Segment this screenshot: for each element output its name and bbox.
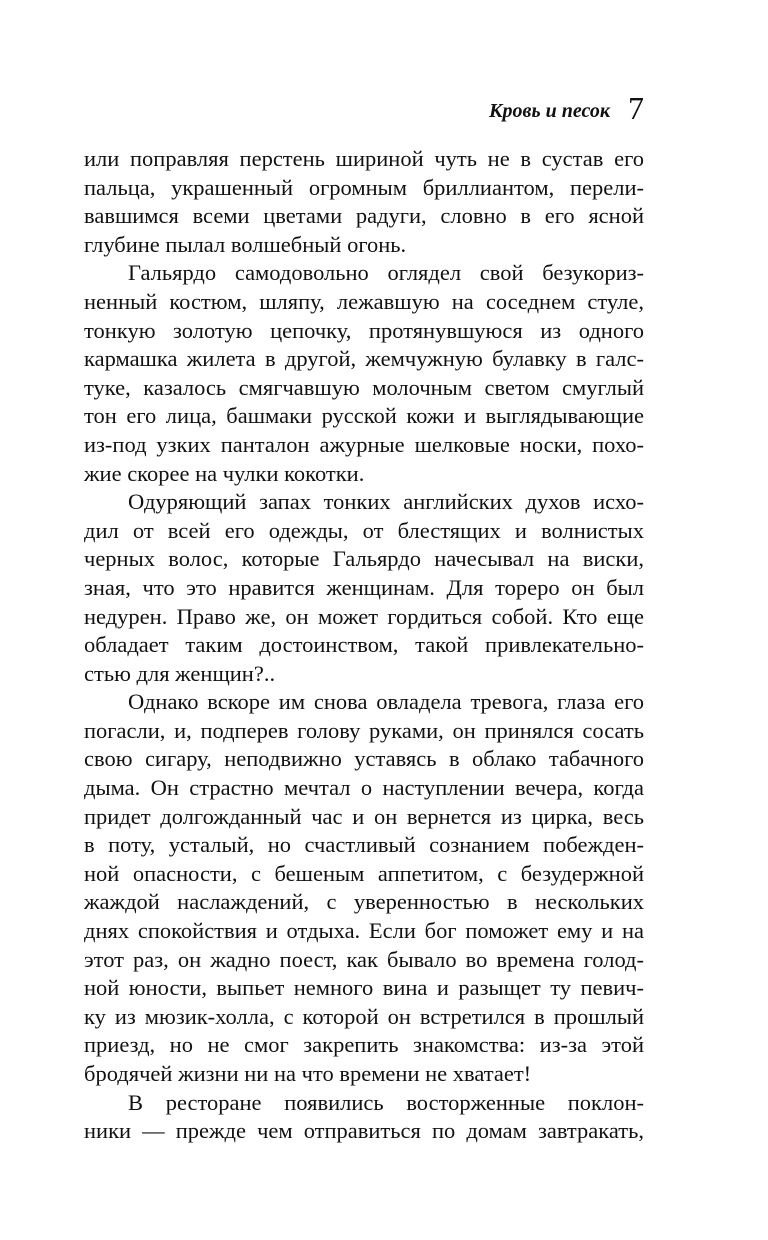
- text-line: днях спокойствия и отдыха. Если бог поможет ему и на: [84, 918, 644, 944]
- text-line: жаждой наслаждений, с уверенностью в нескольких: [84, 889, 644, 915]
- text-line: погасли, и, подперев голову руками, он принялся сосать: [84, 717, 644, 743]
- text-line: этот раз, он жадно поест, как бывало во времена голод-: [84, 946, 644, 972]
- paragraph: [84, 688, 644, 1088]
- text-line: ной опасности, с бешеным аппетитом, с безудержной: [84, 860, 644, 886]
- paragraph: [84, 145, 644, 259]
- text-line: приезд, но не смог закрепить знакомства: из-за этой: [84, 1032, 644, 1058]
- text-line: свою сигару, неподвижно уставясь в облако табачного: [84, 746, 644, 772]
- text-line: стью для женщин?..: [84, 660, 276, 686]
- text-line: ной юности, выпьет немного вина и разыщет ту певич-: [84, 975, 644, 1001]
- text-line: туке, казалось смягчавшую молочным светом смуглый: [84, 374, 644, 400]
- text-line: в поту, усталый, но счастливый сознанием побежден-: [84, 832, 644, 858]
- text-line: Гальярдо самодовольно оглядел свой безукориз-: [128, 260, 644, 286]
- text-line: тон его лица, башмаки русской кожи и выглядывающие: [84, 403, 644, 429]
- running-header: [84, 88, 644, 124]
- text-line: жие скорее на чулки кокотки.: [84, 460, 365, 486]
- text-line: В ресторане появились восторженные поклон-: [128, 1089, 644, 1115]
- paragraph: [84, 1089, 644, 1146]
- text-line: вавшимся всеми цветами радуги, словно в его ясной: [84, 203, 644, 229]
- paragraph: [84, 488, 644, 688]
- text-line: ку из мюзик-холла, с которой он встретился в прошлый: [84, 1003, 644, 1029]
- text-line: зная, что это нравится женщинам. Для тореро он был: [84, 574, 644, 600]
- text-line: недурен. Право же, он может гордиться собой. Кто еще: [84, 603, 644, 629]
- page-number: 7: [628, 90, 644, 126]
- text-line: обладает таким достоинством, такой привлекательно-: [84, 632, 644, 658]
- text-line: тонкую золотую цепочку, протянувшуюся из одного: [84, 317, 644, 343]
- text-line: придет долгожданный час и он вернется из цирка, весь: [84, 803, 644, 829]
- text-line: из-под узких панталон ажурные шелковые носки, похо-: [84, 431, 644, 457]
- text-line: бродячей жизни ни на что времени не хватает!: [84, 1061, 532, 1086]
- text-line: кармашка жилета в другой, жемчужную булавку в галс-: [84, 346, 644, 372]
- running-header-title: Кровь и песок: [488, 100, 610, 122]
- text-line: Однако вскоре им снова овладела тревога, глаза его: [128, 689, 644, 715]
- text-line: ненный костюм, шляпу, лежавшую на соседнем стуле,: [84, 288, 644, 314]
- text-line: дыма. Он страстно мечтал о наступлении вечера, когда: [84, 775, 644, 801]
- body-text: [84, 145, 644, 1146]
- text-line: пальца, украшенный огромным бриллиантом, перели-: [84, 174, 644, 200]
- text-line: или поправляя перстень шириной чуть не в сустав его: [84, 146, 644, 171]
- text-line: ники — прежде чем отправиться по домам завтракать,: [84, 1118, 644, 1144]
- paragraph: [84, 259, 644, 488]
- text-line: Одуряющий запах тонких английских духов исхо-: [128, 489, 644, 515]
- text-line: черных волос, которые Гальярдо начесывал на виски,: [84, 546, 644, 572]
- text-line: дил от всей его одежды, от блестящих и волнистых: [84, 517, 644, 543]
- text-line: глубине пылал волшебный огонь.: [84, 231, 407, 257]
